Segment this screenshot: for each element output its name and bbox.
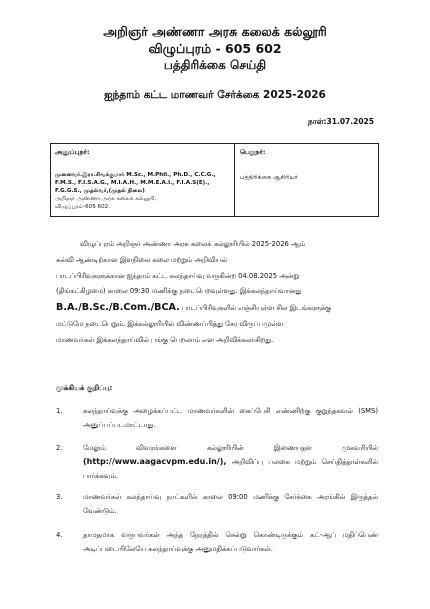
body-line: விழுப்புரம் அறிஞர் அண்ணா அரசு கலைக் கல்லூரியில் 2025-2026 ஆம் bbox=[80, 240, 306, 248]
notice-date: நாள்:31.07.2025 bbox=[308, 117, 374, 126]
note-number: 3. bbox=[56, 493, 63, 501]
body-paragraph bbox=[56, 237, 378, 349]
from-label: அனுப்புநர்: bbox=[55, 148, 90, 156]
college-location: விழுப்புரம் - 605 602 bbox=[148, 41, 282, 56]
note-text-part: அறிவிப்பு பலகை மற்றும் செய்தித்தாள்களில் பார்க்கவும். bbox=[83, 458, 379, 480]
sender-line: F.G.G.S., முதல்வர்,(முதல் நிலை) bbox=[55, 188, 145, 194]
body-line: மாணவர்கள் இக்கலந்தாய்வில் பங்கு பெறலாம் என அறிவிக்கலாகிறது. bbox=[56, 335, 274, 344]
note-number: 4. bbox=[56, 531, 63, 539]
address-divider bbox=[234, 144, 235, 216]
body-line: (திங்கட்கிழமை) காலை 09:30 மணிக்கு நடைபெறவுள்ளது. இக்கலந்தாய்வானது bbox=[56, 287, 302, 296]
notice-subject: ஐந்தாம் கட்ட மாணவர் சேர்க்கை 2025-2026 bbox=[104, 89, 326, 101]
notes-heading: முக்கியக் குறிப்பு: bbox=[56, 384, 113, 392]
note-number: 2. bbox=[56, 444, 63, 452]
sender-line: விழுப்புரம்-605 602. bbox=[55, 204, 110, 210]
body-line: பாடப்பிரிவுகளில் எஞ்சியுள்ள சில இடங்களுக்கு bbox=[181, 304, 332, 313]
sender-line: F.M.S., F.I.S.A.G., M.I.A.H., M.M.E.A.I., F.I.A.S(E)., bbox=[55, 180, 210, 186]
note-item bbox=[56, 404, 378, 432]
address-box bbox=[50, 143, 379, 217]
note-text bbox=[83, 441, 378, 483]
college-website-link[interactable]: (http://www.aagacvpm.edu.in/), bbox=[83, 457, 227, 466]
sender-line: முனைவர்.இரா.சிவக்குமார் M.Sc., M.Phil., Ph.D., C.C.G., bbox=[55, 172, 216, 178]
note-text-part: மேலும் விவரங்களை கல்லூரியின் இணையதள முகவரியில் bbox=[83, 444, 378, 452]
note-text: மாணவர்கள் கலந்தாய்வு நாட்களில் காலை 09:00 மணிக்கு சேர்க்கை அரங்கில் இருத்தல் வேண்டும். bbox=[83, 493, 378, 515]
sender-address bbox=[55, 171, 231, 211]
note-item bbox=[56, 490, 378, 518]
body-line: கல்வி ஆண்டிற்கான இளநிலை கலை மற்றும் அறிவியல் bbox=[56, 255, 228, 264]
note-item bbox=[56, 441, 378, 483]
notice-type: பத்திரிக்கை செய்தி bbox=[163, 58, 267, 72]
note-number: 1. bbox=[56, 407, 63, 415]
to-label: பெறுநர்: bbox=[240, 148, 266, 156]
note-text: தாமதமாக வருபவர்கள் அந்த நேரத்தில் சென்று கொண்டிருக்கும் கட்-ஆப் மதிப்பெண் அடிப்படையிலேயே கலந்தாய்வுக்கு அனுமதிக்கப்படுவார்கள். bbox=[83, 531, 378, 553]
note-item bbox=[56, 528, 378, 556]
college-name: அறிஞர் அண்ணா அரசு கலைக் கல்லூரி bbox=[103, 24, 327, 39]
note-text: கலந்தாய்வுக்கு அழைக்கப்பட்ட மாணவர்களின் கைப்பேசி எண்ணிற்கு குறுந்தகவல் (SMS) அனுப்பப்படமாட்டாது. bbox=[83, 407, 378, 429]
body-line: பாடப்பிரிவுகளுக்கான ஐந்தாம் கட்ட கலந்தாய்வு வருகின்ற 04.08.2025 அன்று bbox=[56, 271, 300, 280]
recipient-name: பத்திரிக்கை ஆசிரியர் bbox=[240, 174, 298, 181]
body-line: மட்டுமே நடைபெறும். இக்கல்லூரியில் விண்ணப்பித்து சேர விருப்பமுள்ள bbox=[56, 319, 284, 328]
sender-line: அறிஞர் அண்ணா அரசு கலைக் கல்லூரி, bbox=[55, 196, 157, 202]
course-list: B.A./B.Sc./B.Com./BCA. bbox=[56, 302, 180, 314]
